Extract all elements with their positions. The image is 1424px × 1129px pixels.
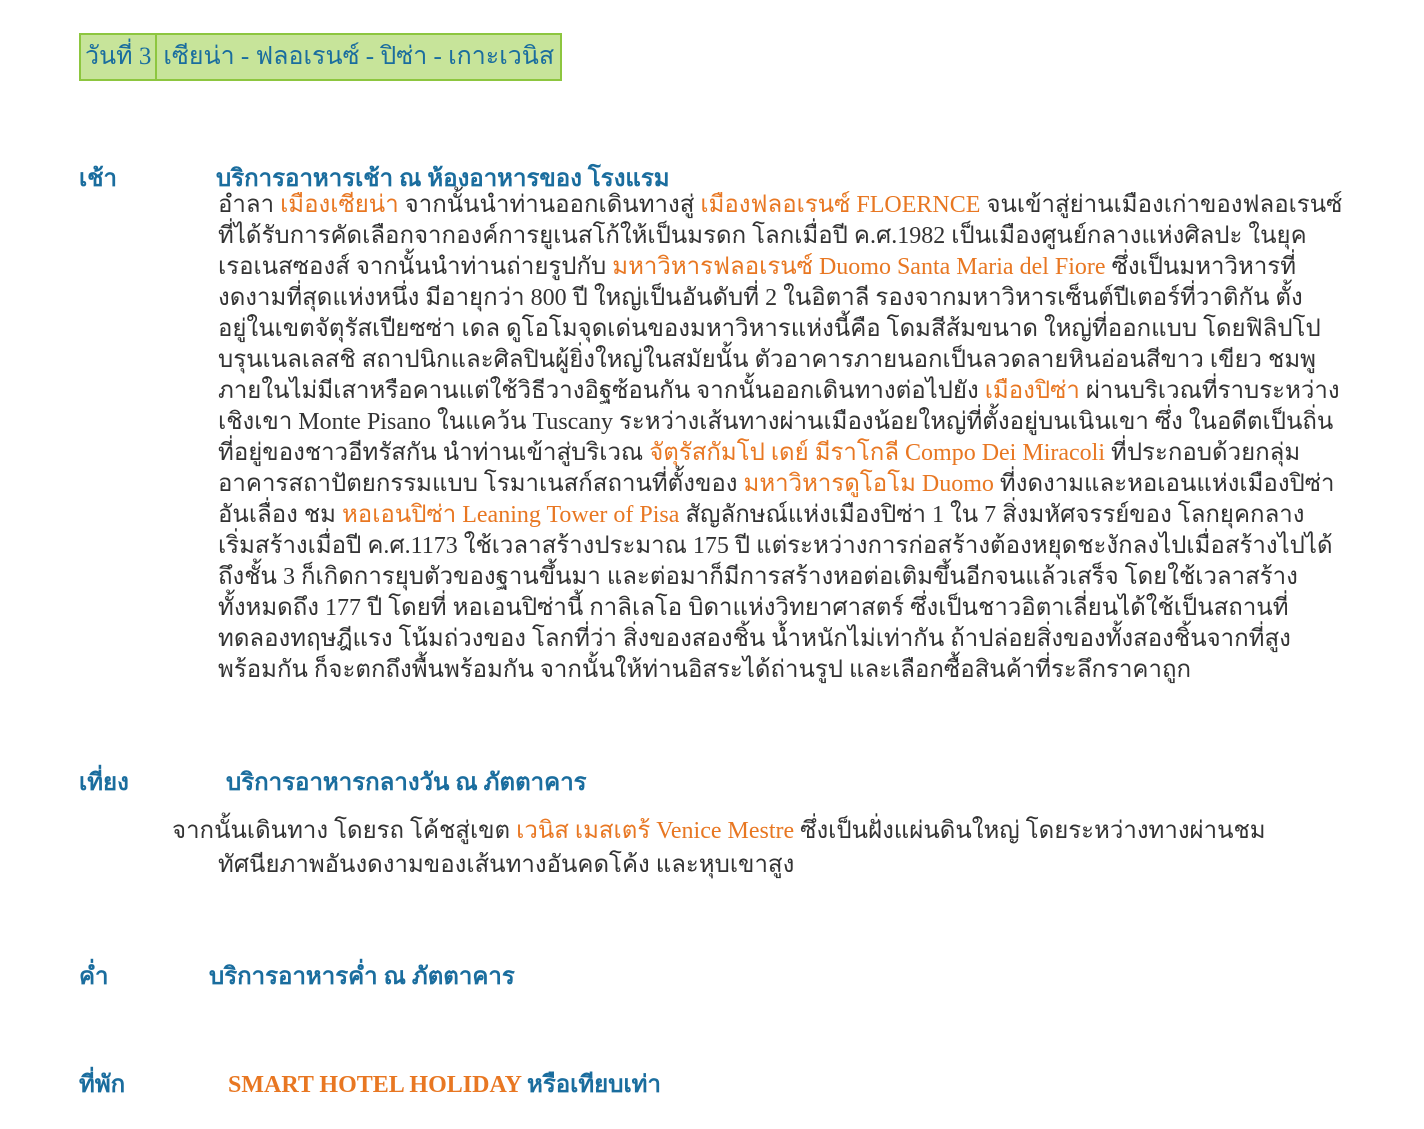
paragraph-line [218,314,1321,345]
paragraph-line [218,283,1303,314]
morning-label: เช้า [79,166,117,192]
body-text: จากนั้นนำท่านออกเดินทางสู่ [398,192,701,218]
paragraph-line [218,252,1296,283]
highlight-text: มหาวิหารดูโอโม Duomo [743,471,994,497]
morning-heading: บริการอาหารเช้า ณ ห้องอาหารของ โรงแรม [216,166,670,192]
paragraph-line [218,221,1307,252]
body-text: ทดลองทฤษฎีแรง โน้มถ่วงของ โลกที่ว่า สิ่งของสองชิ้น น้ำหนักไม่เท่ากัน ถ้าปล่อยสิ่งของทั้งสองชิ้นจากที่สูง [218,626,1291,652]
body-text: ทั้งหมดถึง 177 ปี โดยที่ หอเอนปิซ่านี้ กาลิเลโอ บิดาแห่งวิทยาศาสตร์ ซึ่งเป็นชาวอิตาเลี่ยนได้ใช้เป็นสถานที่ [218,595,1289,621]
body-text: ซึ่งเป็นมหาวิหารที่ [1105,254,1297,280]
paragraph-line [218,531,1333,562]
dinner-label: ค่ำ [79,964,109,990]
paragraph-line [218,624,1291,655]
lunch-label: เที่ยง [79,770,129,796]
body-text: ผ่านบริเวณที่ราบระหว่าง [1079,378,1340,404]
highlight-text: เวนิส เมสเตร้ Venice Mestre [516,818,795,844]
paragraph-line [218,376,1340,407]
day-number: วันที่ 3 [81,35,157,79]
highlight-text: เมืองปิซ่า [984,378,1080,404]
highlight-text: เมืองเซียน่า [280,192,399,218]
dinner-heading: บริการอาหารค่ำ ณ ภัตตาคาร [209,964,515,990]
body-text: งดงามที่สุดแห่งหนึ่ง มีอายุกว่า 800 ปี ใหญ่เป็นอันดับที่ 2 ในอิตาลี รองจากมหาวิหารเซ็นต์ปีเตอร์ที่วาติกัน ตั้ง [218,285,1303,311]
body-text: ภายในไม่มีเสาหรือคานแต่ใช้วิธีวางอิฐซ้อนกัน จากนั้นออกเดินทางต่อไปยัง [218,378,985,404]
body-text: ที่อยู่ของชาวอีทรัสกัน นำท่านเข้าสู่บริเวณ [218,440,650,466]
body-text: บรุนเนลเลสชิ สถาปนิกและศิลปินผู้ยิ่งใหญ่ในสมัยนั้น ตัวอาคารภายนอกเป็นลวดลายหินอ่อนสีขาว เขียว ชมพู [218,347,1316,373]
hotel-name: SMART HOTEL HOLIDAY [228,1072,522,1098]
day-route: เซียน่า - ฟลอเรนซ์ - ปิซ่า - เกาะเวนิส [163,43,555,70]
highlight-text: มหาวิหารฟลอเรนซ์ Duomo Santa Maria del Fiore [612,254,1106,280]
body-text: ถึงชั้น 3 ก็เกิดการยุบตัวของฐานขึ้นมา และต่อมาก็มีการสร้างหอต่อเติมขึ้นอีกจนแล้วเสร็จ โดยใช้เวลาสร้าง [218,564,1298,590]
body-text: จากนั้นเดินทาง โดยรถ โค้ชสู่เขต [172,818,517,844]
paragraph-line [218,407,1333,438]
hotel-line [228,1064,661,1103]
body-text: ที่งดงามและหอเอนแห่งเมืองปิซ่า [993,471,1335,497]
highlight-text: หอเอนปิซ่า Leaning Tower of Pisa [341,502,680,528]
body-text: ที่ได้รับการคัดเลือกจากองค์การยูเนสโก้ให้เป็นมรดก โลกเมื่อปี ค.ศ.1982 เป็นเมืองศูนย์กลางแห่งศิลปะ ในยุค [218,223,1307,249]
body-text: อยู่ในเขตจัตุรัสเปียซซ่า เดล ดูโอโมจุดเด่นของมหาวิหารแห่งนี้คือ โดมสีส้มขนาด ใหญ่ที่ออกแบบ โดยฟิลิปโป [218,316,1321,342]
paragraph-line [218,850,794,881]
paragraph-line [218,345,1316,376]
paragraph-line [218,190,1342,221]
body-text: ซึ่งเป็นฝั่งแผ่นดินใหญ่ โดยระหว่างทางผ่านชม [794,818,1266,844]
body-text: อำลา [218,192,281,218]
paragraph-line [218,593,1289,624]
body-text: เริ่มสร้างเมื่อปี ค.ศ.1173 ใช้เวลาสร้างประมาณ 175 ปี แต่ระหว่างการก่อสร้างต้องหยุดชะงักลงไปเมื่อสร้างไปได้ [218,533,1333,559]
paragraph-line [218,438,1300,469]
highlight-text: จัตุรัสกัมโป เดย์ มีราโกลี Compo Dei Miracoli [649,440,1105,466]
paragraph-line [172,816,1266,847]
body-text: พร้อมกัน ก็จะตกถึงพื้นพร้อมกัน จากนั้นให้ท่านอิสระได้ถ่านรูป และเลือกซื้อสินค้าที่ระลึกราคาถูก [218,657,1192,683]
hotel-suffix: หรือเทียบเท่า [521,1072,661,1098]
body-text: จนเข้าสู่ย่านเมืองเก่าของฟลอเรนซ์ [980,192,1343,218]
body-text: อาคารสถาปัตยกรรมแบบ โรมาเนสก์สถานที่ตั้งของ [218,471,744,497]
body-text: ทัศนียภาพอันงดงามของเส้นทางอันคดโค้ง และหุบเขาสูง [218,852,795,878]
paragraph-line [218,562,1298,593]
hotel-label: ที่พัก [79,1072,126,1098]
body-text: อันเลื่อง ชม [218,502,342,528]
paragraph-line [218,655,1191,686]
body-text: เรอเนสซองส์ จากนั้นนำท่านถ่ายรูปกับ [218,254,613,280]
body-text: ที่ประกอบด้วยกลุ่ม [1105,440,1301,466]
body-text: เชิงเขา Monte Pisano ในแคว้น Tuscany ระหว่างเส้นทางผ่านเมืองน้อยใหญ่ที่ตั้งอยู่บนเนินเขา ซึ่ง ในอดีตเป็นถิ่น [218,409,1334,435]
lunch-heading: บริการอาหารกลางวัน ณ ภัตตาคาร [226,770,587,796]
paragraph-line [218,469,1335,500]
highlight-text: เมืองฟลอเรนซ์ FLOERNCE [700,192,981,218]
paragraph-line [218,500,1304,531]
day-header [79,33,562,81]
body-text: สัญลักษณ์แห่งเมืองปิซ่า 1 ใน 7 สิ่งมหัศจรรย์ของ โลกยุคกลาง [679,502,1305,528]
